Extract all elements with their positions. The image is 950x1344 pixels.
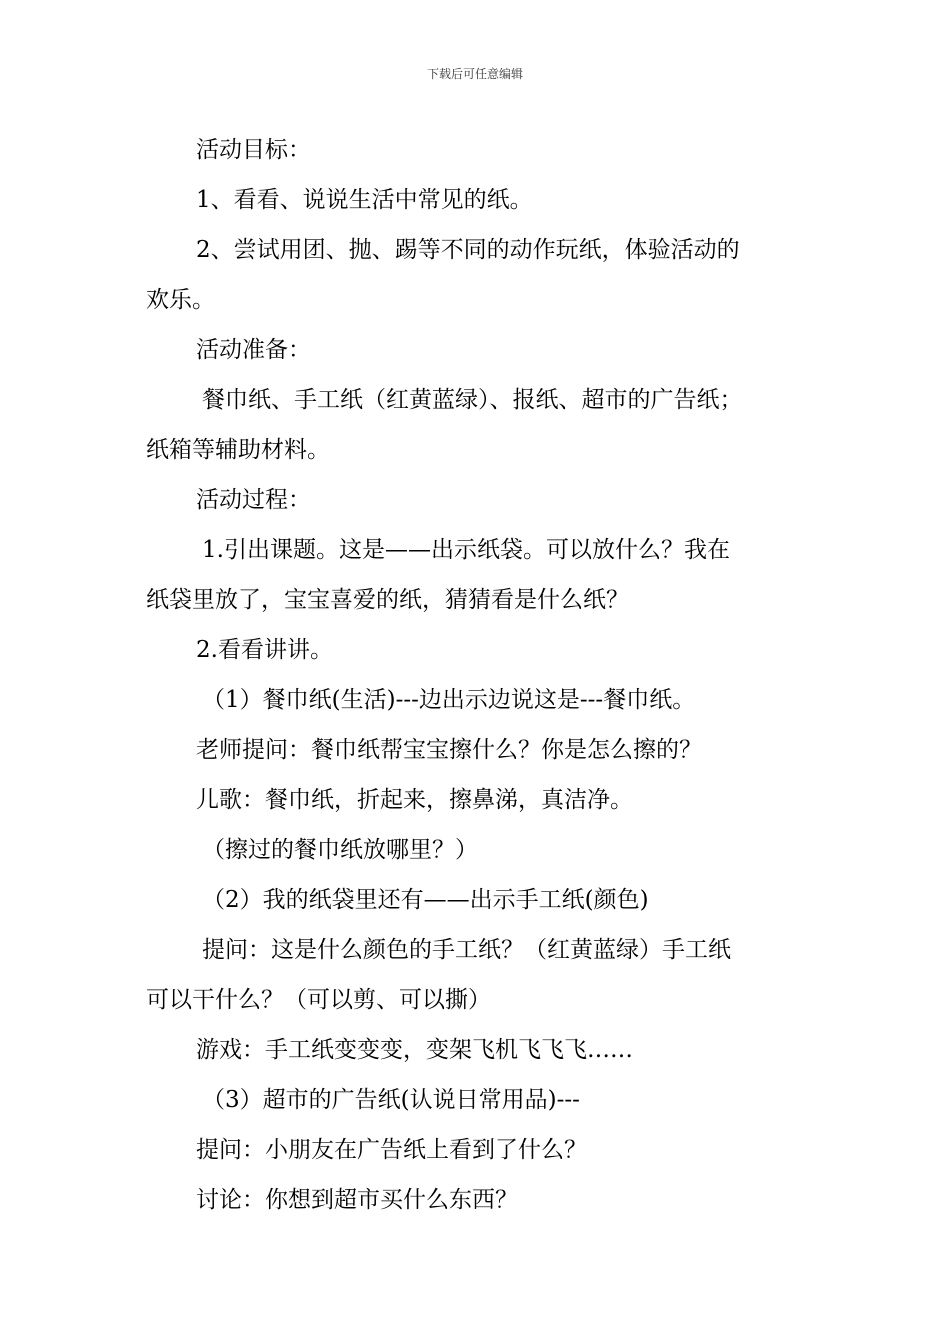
process-step-1-continued: 纸袋里放了，宝宝喜爱的纸，猜猜看是什么纸？ bbox=[146, 587, 629, 613]
process-step-2: 2.看看讲讲。 bbox=[196, 637, 333, 663]
goal-item-2-continued: 欢乐。 bbox=[146, 287, 215, 313]
game-text: 游戏：手工纸变变变，变架飞机飞飞飞…… bbox=[196, 1037, 633, 1063]
discussion-text: 讨论：你想到超市买什么东西？ bbox=[196, 1187, 518, 1213]
process-sub-3: （3）超市的广告纸(认说日常用品)--- bbox=[202, 1087, 580, 1113]
section-heading-goals: 活动目标： bbox=[196, 137, 311, 163]
section-heading-process: 活动过程： bbox=[196, 487, 311, 513]
teacher-question: 老师提问：餐巾纸帮宝宝擦什么？你是怎么擦的？ bbox=[196, 737, 702, 763]
nursery-rhyme: 儿歌：餐巾纸，折起来，擦鼻涕，真洁净。 bbox=[196, 787, 633, 813]
process-sub-2: （2）我的纸袋里还有——出示手工纸(颜色) bbox=[202, 887, 649, 913]
rhyme-question: （擦过的餐巾纸放哪里？） bbox=[202, 837, 478, 863]
goal-item-2: 2、尝试用团、抛、踢等不同的动作玩纸，体验活动的 bbox=[196, 237, 740, 263]
process-sub-1: （1）餐巾纸(生活)---边出示边说这是---餐巾纸。 bbox=[202, 687, 696, 713]
process-step-1: 1.引出课题。这是——出示纸袋。可以放什么？我在 bbox=[202, 537, 730, 563]
page-header: 下载后可任意编辑 bbox=[426, 67, 523, 81]
section-heading-preparation: 活动准备： bbox=[196, 337, 311, 363]
color-question: 提问：这是什么颜色的手工纸？（红黄蓝绿）手工纸 bbox=[202, 937, 731, 963]
ad-question: 提问：小朋友在广告纸上看到了什么？ bbox=[196, 1137, 587, 1163]
goal-item-1: 1、看看、说说生活中常见的纸。 bbox=[196, 187, 533, 213]
color-question-continued: 可以干什么？（可以剪、可以撕） bbox=[146, 987, 491, 1013]
preparation-text: 餐巾纸、手工纸（红黄蓝绿）、报纸、超市的广告纸； bbox=[202, 387, 743, 413]
preparation-text-continued: 纸箱等辅助材料。 bbox=[146, 437, 330, 463]
